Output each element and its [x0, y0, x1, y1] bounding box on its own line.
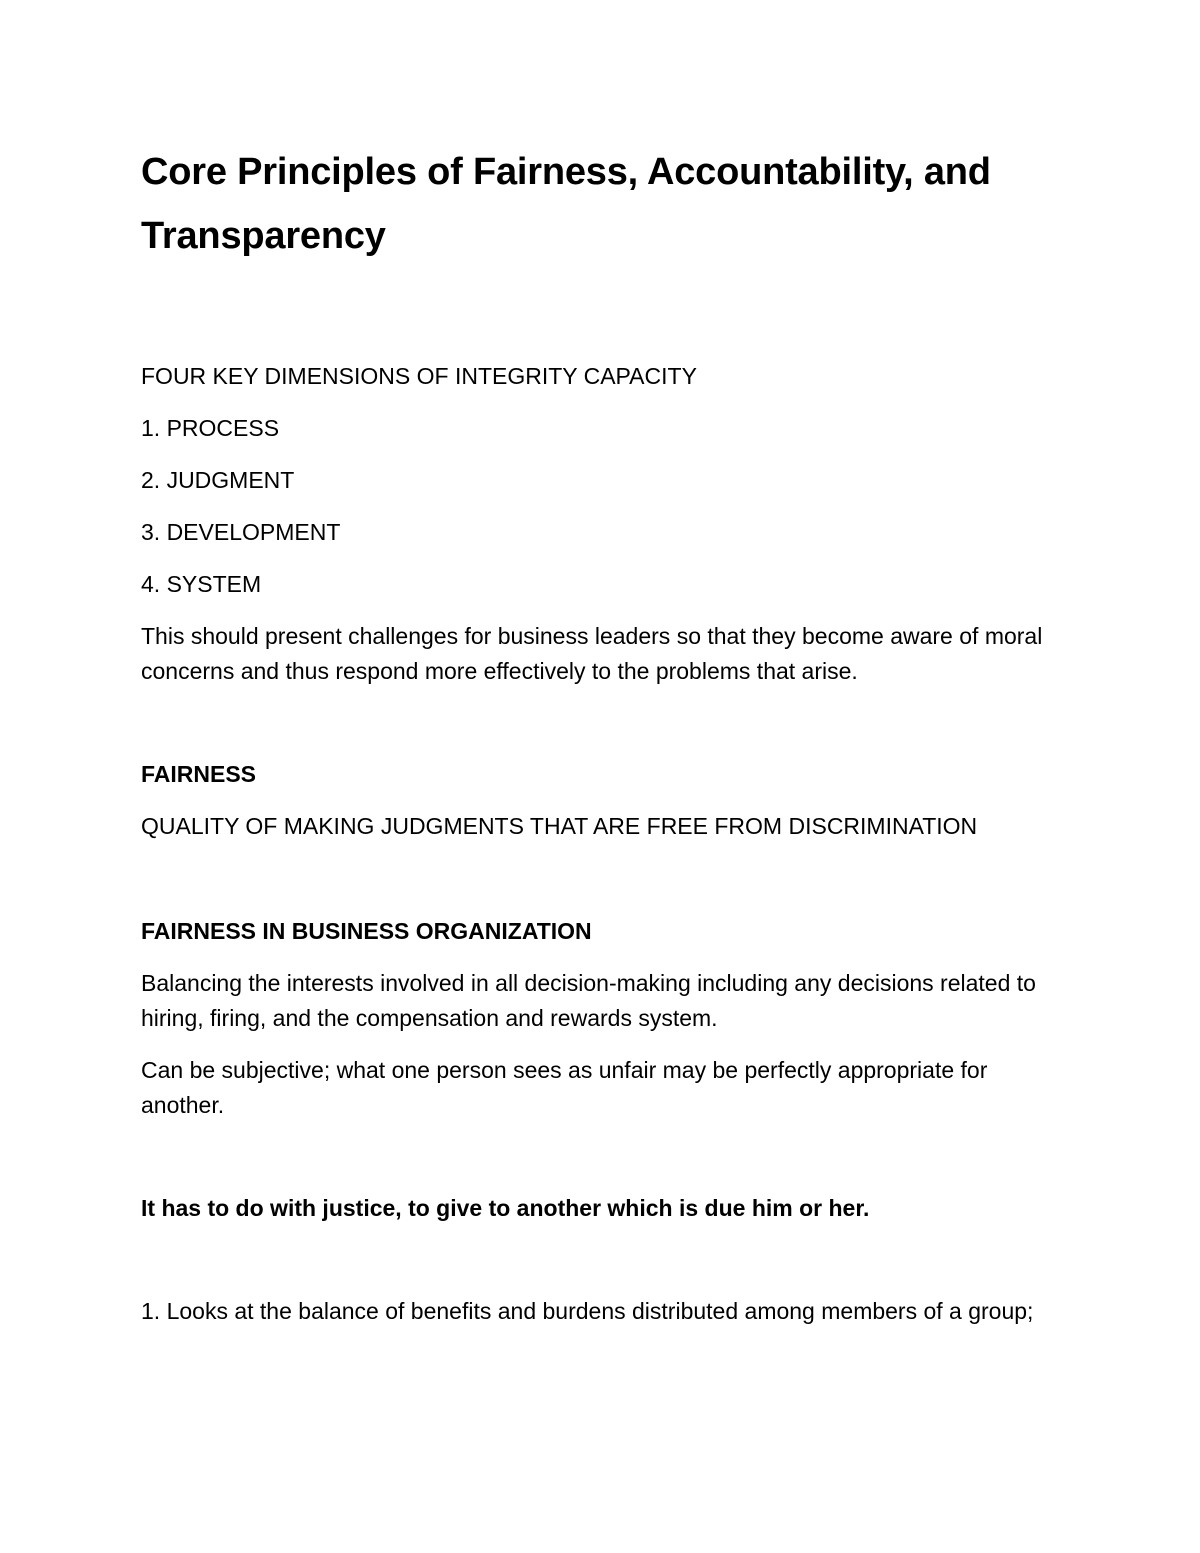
fairness-organization-heading: FAIRNESS IN BUSINESS ORGANIZATION [141, 918, 592, 944]
dimension-item: 4. SYSTEM [141, 571, 262, 597]
numbered-point: 1. Looks at the balance of benefits and burdens distributed among members of a group; [141, 1298, 1034, 1324]
dimension-item: 1. PROCESS [141, 415, 280, 441]
dimension-item: 3. DEVELOPMENT [141, 519, 341, 545]
fairness-heading: FAIRNESS [141, 761, 257, 787]
document-body [141, 140, 1071, 1329]
justice-statement: It has to do with justice, to give to another which is due him or her. [141, 1195, 870, 1221]
intro-paragraph: This should present challenges for business leaders so that they become aware of moral concerns and thus respond more effectively to the problems that arise. [141, 623, 1043, 684]
document-title: Core Principles of Fairness, Accountability, and Transparency [141, 151, 991, 257]
fairness-organization-paragraph: Balancing the interests involved in all decision-making including any decisions related to hiring, firing, and the compensation and rewards system. [141, 970, 1036, 1031]
fairness-definition: QUALITY OF MAKING JUDGMENTS THAT ARE FREE FROM DISCRIMINATION [141, 813, 978, 839]
dimensions-heading: FOUR KEY DIMENSIONS OF INTEGRITY CAPACITY [141, 363, 697, 389]
subjectivity-paragraph: Can be subjective; what one person sees as unfair may be perfectly appropriate for another. [141, 1057, 988, 1118]
dimension-item: 2. JUDGMENT [141, 467, 295, 493]
